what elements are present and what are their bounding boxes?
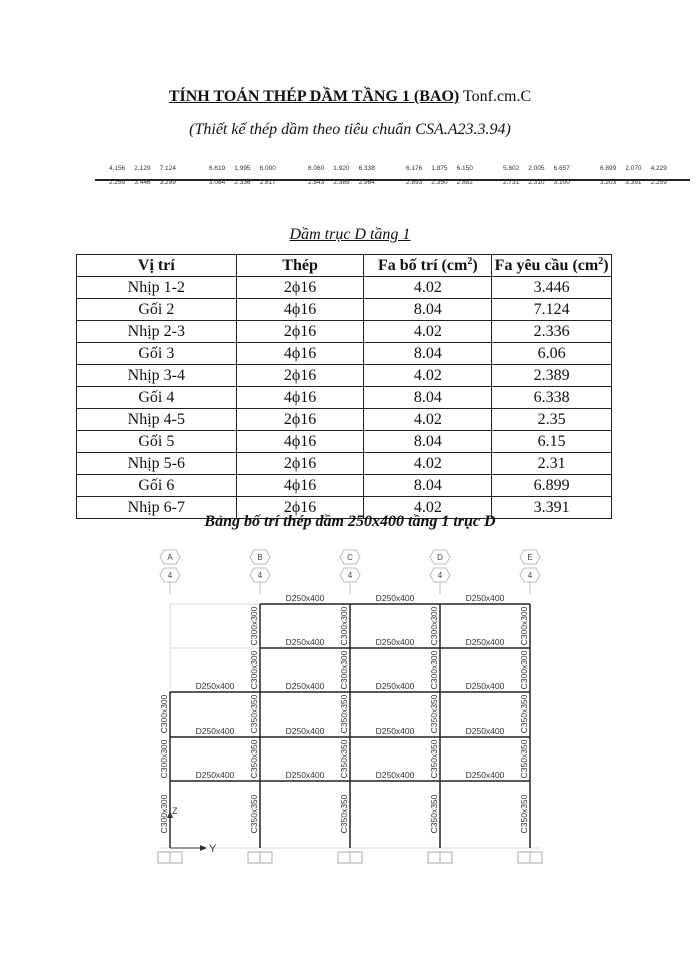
svg-text:C350x350: C350x350	[519, 739, 529, 779]
moment-group-6: 6.899 2.070 4.229 3.203 3.391 2.259	[600, 165, 667, 186]
axis-e-number: 4	[527, 571, 533, 580]
svg-text:C300x300: C300x300	[339, 650, 349, 690]
svg-text:C300x300: C300x300	[519, 606, 529, 646]
svg-text:C300x300: C300x300	[159, 794, 169, 834]
svg-text:D250x400: D250x400	[375, 593, 415, 603]
title-units: Tonf.cm.C	[459, 88, 532, 105]
svg-text:D250x400: D250x400	[465, 770, 505, 780]
svg-text:C350x350: C350x350	[249, 694, 259, 734]
table-row: Nhịp 3-4 2ϕ16 4.02 2.389	[77, 365, 612, 387]
axis-c-label: C	[347, 553, 353, 562]
svg-text:C350x350: C350x350	[429, 694, 439, 734]
svg-text:C300x300: C300x300	[339, 606, 349, 646]
table-row: Gối 2 4ϕ16 8.04 7.124	[77, 299, 612, 321]
table-row: Nhịp 1-2 2ϕ16 4.02 3.446	[77, 277, 612, 299]
axis-e-label: E	[527, 553, 533, 562]
svg-text:D250x400: D250x400	[465, 681, 505, 691]
svg-text:D250x400: D250x400	[285, 726, 325, 736]
header-position: Vị trí	[77, 255, 237, 277]
svg-text:C300x300: C300x300	[429, 650, 439, 690]
moment-group-5: 5.802 2.005 6.657 2.731 2.310 3.100	[503, 165, 570, 186]
svg-text:C350x350: C350x350	[249, 739, 259, 779]
svg-text:C300x300: C300x300	[519, 650, 529, 690]
coordinate-axes-icon	[167, 806, 217, 855]
svg-text:C350x350: C350x350	[249, 794, 259, 834]
svg-text:C300x300: C300x300	[159, 694, 169, 734]
svg-text:C350x350: C350x350	[339, 694, 349, 734]
svg-text:C350x350: C350x350	[429, 794, 439, 834]
page-subtitle: (Thiết kế thép dầm theo tiêu chuẩn CSA.A23.3.94)	[189, 121, 511, 138]
table-row: Nhịp 4-5 2ϕ16 4.02 2.35	[77, 409, 612, 431]
y-axis-label: Y	[209, 843, 217, 855]
svg-text:D250x400: D250x400	[195, 770, 235, 780]
table-row: Nhịp 5-6 2ϕ16 4.02 2.31	[77, 453, 612, 475]
header-steel: Thép	[236, 255, 364, 277]
svg-text:C350x350: C350x350	[339, 794, 349, 834]
table-row: Nhịp 2-3 2ϕ16 4.02 2.336	[77, 321, 612, 343]
svg-text:C350x350: C350x350	[429, 739, 439, 779]
svg-text:D250x400: D250x400	[285, 637, 325, 647]
table-row: Gối 3 4ϕ16 8.04 6.06	[77, 343, 612, 365]
table-row: Gối 4 4ϕ16 8.04 6.338	[77, 387, 612, 409]
header-fa-required: Fa yêu cầu $(cm^2)$	[492, 255, 612, 277]
svg-text:C300x300: C300x300	[159, 739, 169, 779]
moment-group-3: 6.060 1.920 6.338 2.843 2.389 2.964	[308, 165, 375, 186]
svg-text:D250x400: D250x400	[375, 637, 415, 647]
moment-group-2: 6.619 1.995 6.000 3.084 2.336 2.817	[209, 165, 276, 186]
table-row: Gối 5 4ϕ16 8.04 6.15	[77, 431, 612, 453]
svg-text:C300x300: C300x300	[249, 606, 259, 646]
svg-text:D250x400: D250x400	[195, 726, 235, 736]
title-main: TÍNH TOÁN THÉP DẦM TẦNG 1 (BAO)	[168, 88, 460, 105]
axis-d-number: 4	[437, 571, 443, 580]
axis-b-number: 4	[257, 571, 263, 580]
moment-group-4: 6.176 1.875 6.150 2.893 2.350 2.882	[406, 165, 473, 186]
svg-text:D250x400: D250x400	[465, 637, 505, 647]
header-fa-provided: Fa bố trí $(cm^2)$	[364, 255, 492, 277]
table-caption: Bảng bố trí thép dầm 250x400 tầng 1 trục D	[204, 513, 496, 530]
svg-text:C300x300: C300x300	[429, 606, 439, 646]
table-row: Gối 6 4ϕ16 8.04 6.899	[77, 475, 612, 497]
svg-text:D250x400: D250x400	[375, 681, 415, 691]
svg-text:D250x400: D250x400	[285, 770, 325, 780]
z-axis-label: Z	[172, 806, 178, 816]
svg-text:C350x350: C350x350	[519, 794, 529, 834]
table-row: Nhịp 6-7 2ϕ16 4.02 3.391	[77, 497, 612, 519]
axis-a-label: A	[167, 553, 173, 562]
svg-text:D250x400: D250x400	[375, 726, 415, 736]
svg-text:C350x350: C350x350	[519, 694, 529, 734]
svg-text:D250x400: D250x400	[465, 593, 505, 603]
axis-b-label: B	[257, 553, 263, 562]
axis-d-label: D	[437, 553, 443, 562]
moment-group-1: 4.156 2.129 7.124 2.259 3.446 3.299	[109, 165, 176, 186]
svg-text:D250x400: D250x400	[465, 726, 505, 736]
svg-text:D250x400: D250x400	[285, 681, 325, 691]
axis-c-number: 4	[347, 571, 353, 580]
svg-text:C350x350: C350x350	[339, 739, 349, 779]
svg-text:C300x300: C300x300	[249, 650, 259, 690]
axis-a-number: 4	[167, 571, 173, 580]
svg-text:D250x400: D250x400	[375, 770, 415, 780]
table-title: Dầm trục D tầng 1	[289, 226, 411, 243]
svg-text:D250x400: D250x400	[285, 593, 325, 603]
svg-text:D250x400: D250x400	[195, 681, 235, 691]
